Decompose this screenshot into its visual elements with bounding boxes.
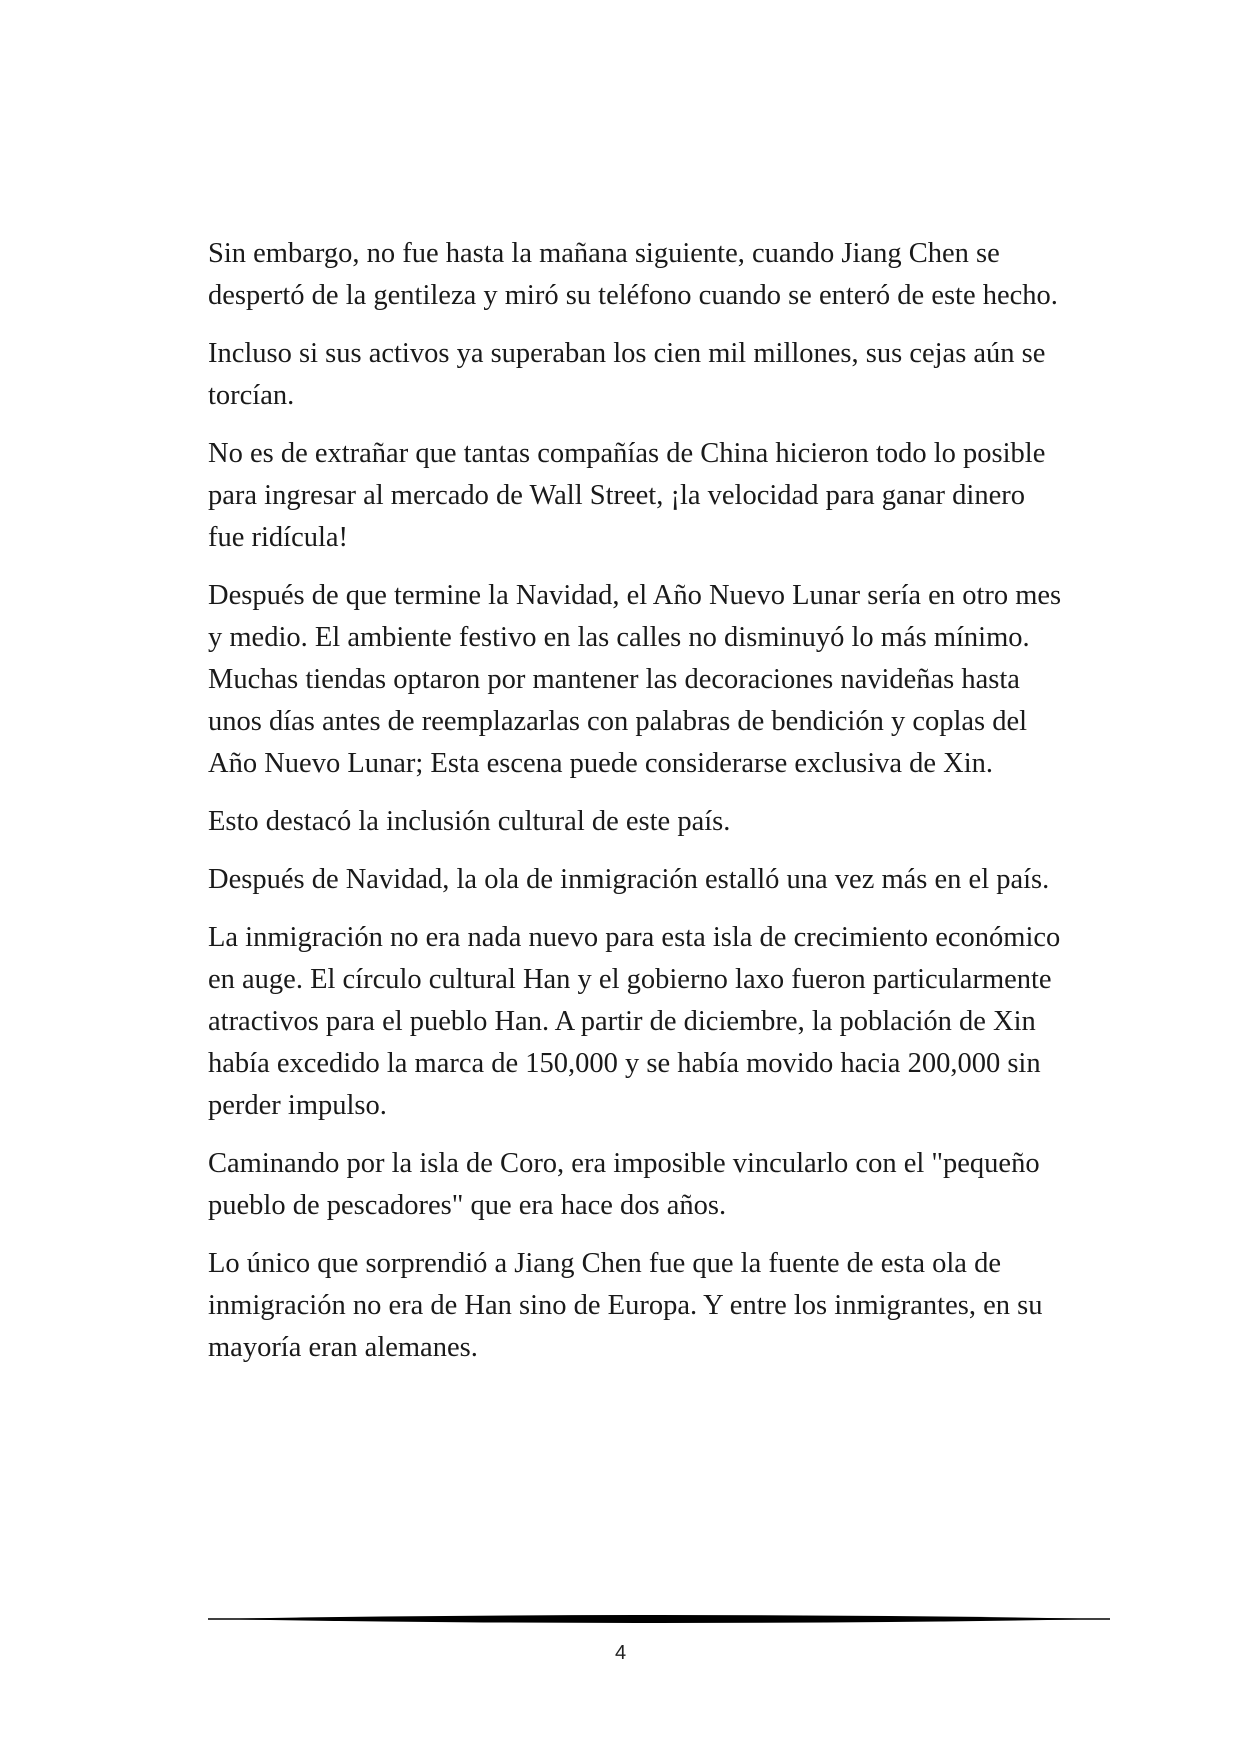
body-text bbox=[208, 233, 1068, 1385]
paragraph-7: La inmigración no era nada nuevo para esta isla de crecimiento económico en auge. El círculo cultural Han y el gobierno laxo fueron particularmente atractivos para el pueblo Han. A partir de diciembre, la población de Xin había excedido la marca de 150,000 y se había movido hacia 200,000 sin perder impulso. bbox=[208, 922, 1061, 1121]
paragraph-5: Esto destacó la inclusión cultural de este país. bbox=[208, 806, 731, 837]
paragraph-8: Caminando por la isla de Coro, era imposible vincularlo con el "pequeño pueblo de pescadores" que era hace dos años. bbox=[208, 1148, 1040, 1221]
page-number: 4 bbox=[614, 1642, 627, 1664]
footer-divider bbox=[208, 1612, 1110, 1626]
paragraph-4: Después de que termine la Navidad, el Año Nuevo Lunar sería en otro mes y medio. El ambiente festivo en las calles no disminuyó lo más mínimo. Muchas tiendas optaron por mantener las decoraciones navideñas hasta unos días antes de reemplazarlas con palabras de bendición y coplas del Año Nuevo Lunar; Esta escena puede considerarse exclusiva de Xin. bbox=[208, 580, 1062, 779]
paragraph-1: Sin embargo, no fue hasta la mañana siguiente, cuando Jiang Chen se despertó de la gentileza y miró su teléfono cuando se enteró de este hecho. bbox=[208, 238, 1058, 311]
paragraph-2: Incluso si sus activos ya superaban los cien mil millones, sus cejas aún se torcían. bbox=[208, 338, 1046, 411]
paragraph-6: Después de Navidad, la ola de inmigración estalló una vez más en el país. bbox=[208, 864, 1050, 895]
paragraph-3: No es de extrañar que tantas compañías de China hicieron todo lo posible para ingresar al mercado de Wall Street, ¡la velocidad para ganar dinero fue ridícula! bbox=[208, 438, 1046, 553]
paragraph-9: Lo único que sorprendió a Jiang Chen fue que la fuente de esta ola de inmigración no era de Han sino de Europa. Y entre los inmigrantes, en su mayoría eran alemanes. bbox=[208, 1248, 1043, 1363]
